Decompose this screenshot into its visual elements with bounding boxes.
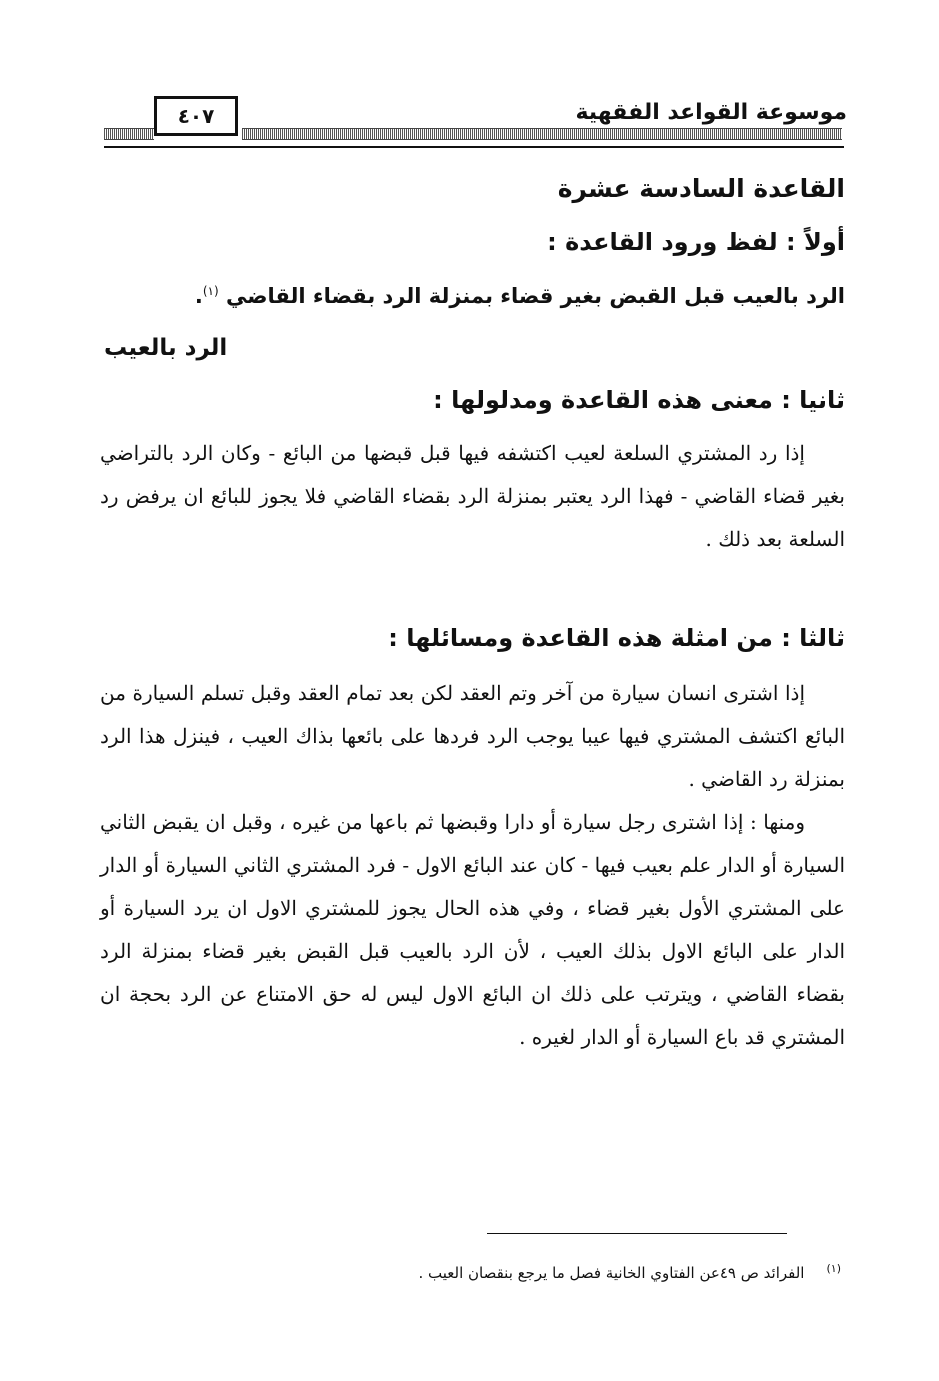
sub-heading: الرد بالعيب — [104, 335, 228, 361]
rule-statement-text: الرد بالعيب قبل القبض بغير قضاء بمنزلة الرد بقضاء القاضي — [225, 284, 845, 308]
footnote-separator — [487, 1233, 787, 1234]
rule-statement — [195, 284, 845, 308]
header-hatch-left — [104, 128, 154, 140]
section3-paragraph-1: إذا اشترى انسان سيارة من آخر وتم العقد لكن بعد تمام العقد وقبل تسلم السيارة من البائع اكتشف المشتري فيها عيبا يوجب الرد فردها على بائعها بذاك العيب ، فينزل هذا الرد بمنزلة رد القاضي . — [100, 681, 845, 791]
rule-statement-end: . — [194, 284, 203, 308]
rule-title: القاعدة السادسة عشرة — [557, 174, 845, 203]
footnote — [418, 1262, 841, 1282]
section1-heading: أولاً : لفظ ورود القاعدة : — [547, 228, 845, 256]
section2-paragraph-text: إذا رد المشتري السلعة لعيب اكتشفه فيها قبل قبضها من البائع - وكان الرد بالتراضي بغير قضاء القاضي - فهذا الرد يعتبر بمنزلة الرد بقضاء القاضي فلا يجوز للبائع ان يرفض رد السلعة بعد ذلك . — [100, 441, 845, 551]
section2-paragraph — [100, 432, 845, 561]
footnote-reference: (١) — [202, 284, 219, 298]
book-title: موسوعة القواعد الفقهية — [575, 100, 847, 125]
footnote-text: الفرائد ص ٤٩عن الفتاوي الخانية فصل ما يرجع بنقصان العيب . — [418, 1264, 805, 1282]
section3-paragraphs — [100, 672, 845, 1059]
section2-heading: ثانيا : معنى هذه القاعدة ومدلولها : — [433, 386, 845, 414]
page-number: ٤٠٧ — [154, 96, 238, 136]
header-rule — [104, 146, 844, 148]
footnote-number: (١) — [826, 1262, 841, 1275]
header-hatch-right — [242, 128, 842, 140]
section3-heading: ثالثا : من امثلة هذه القاعدة ومسائلها : — [388, 624, 845, 652]
section3-paragraph-2: ومنها : إذا اشترى رجل سيارة أو دارا وقبضها ثم باعها من غيره ، وقبل ان يقبض الثاني السيارة أو الدار علم بعيب فيها - كان عند البائع الاول - فرد المشتري الثاني السيارة أو الدار على المشتري الأول بغير قضاء ، وفي هذه الحال يجوز للمشتري الاول ان يرد السيارة أو الدار على البائع الاول بذلك العيب ، لأن الرد بالعيب قبل القبض بغير قضاء بمنزلة الرد بقضاء القاضي ، ويترتب على ذلك ان البائع الاول ليس له حق الامتناع عن الرد بحجة ان المشتري قد باع السيارة أو الدار لغيره . — [100, 810, 845, 1049]
